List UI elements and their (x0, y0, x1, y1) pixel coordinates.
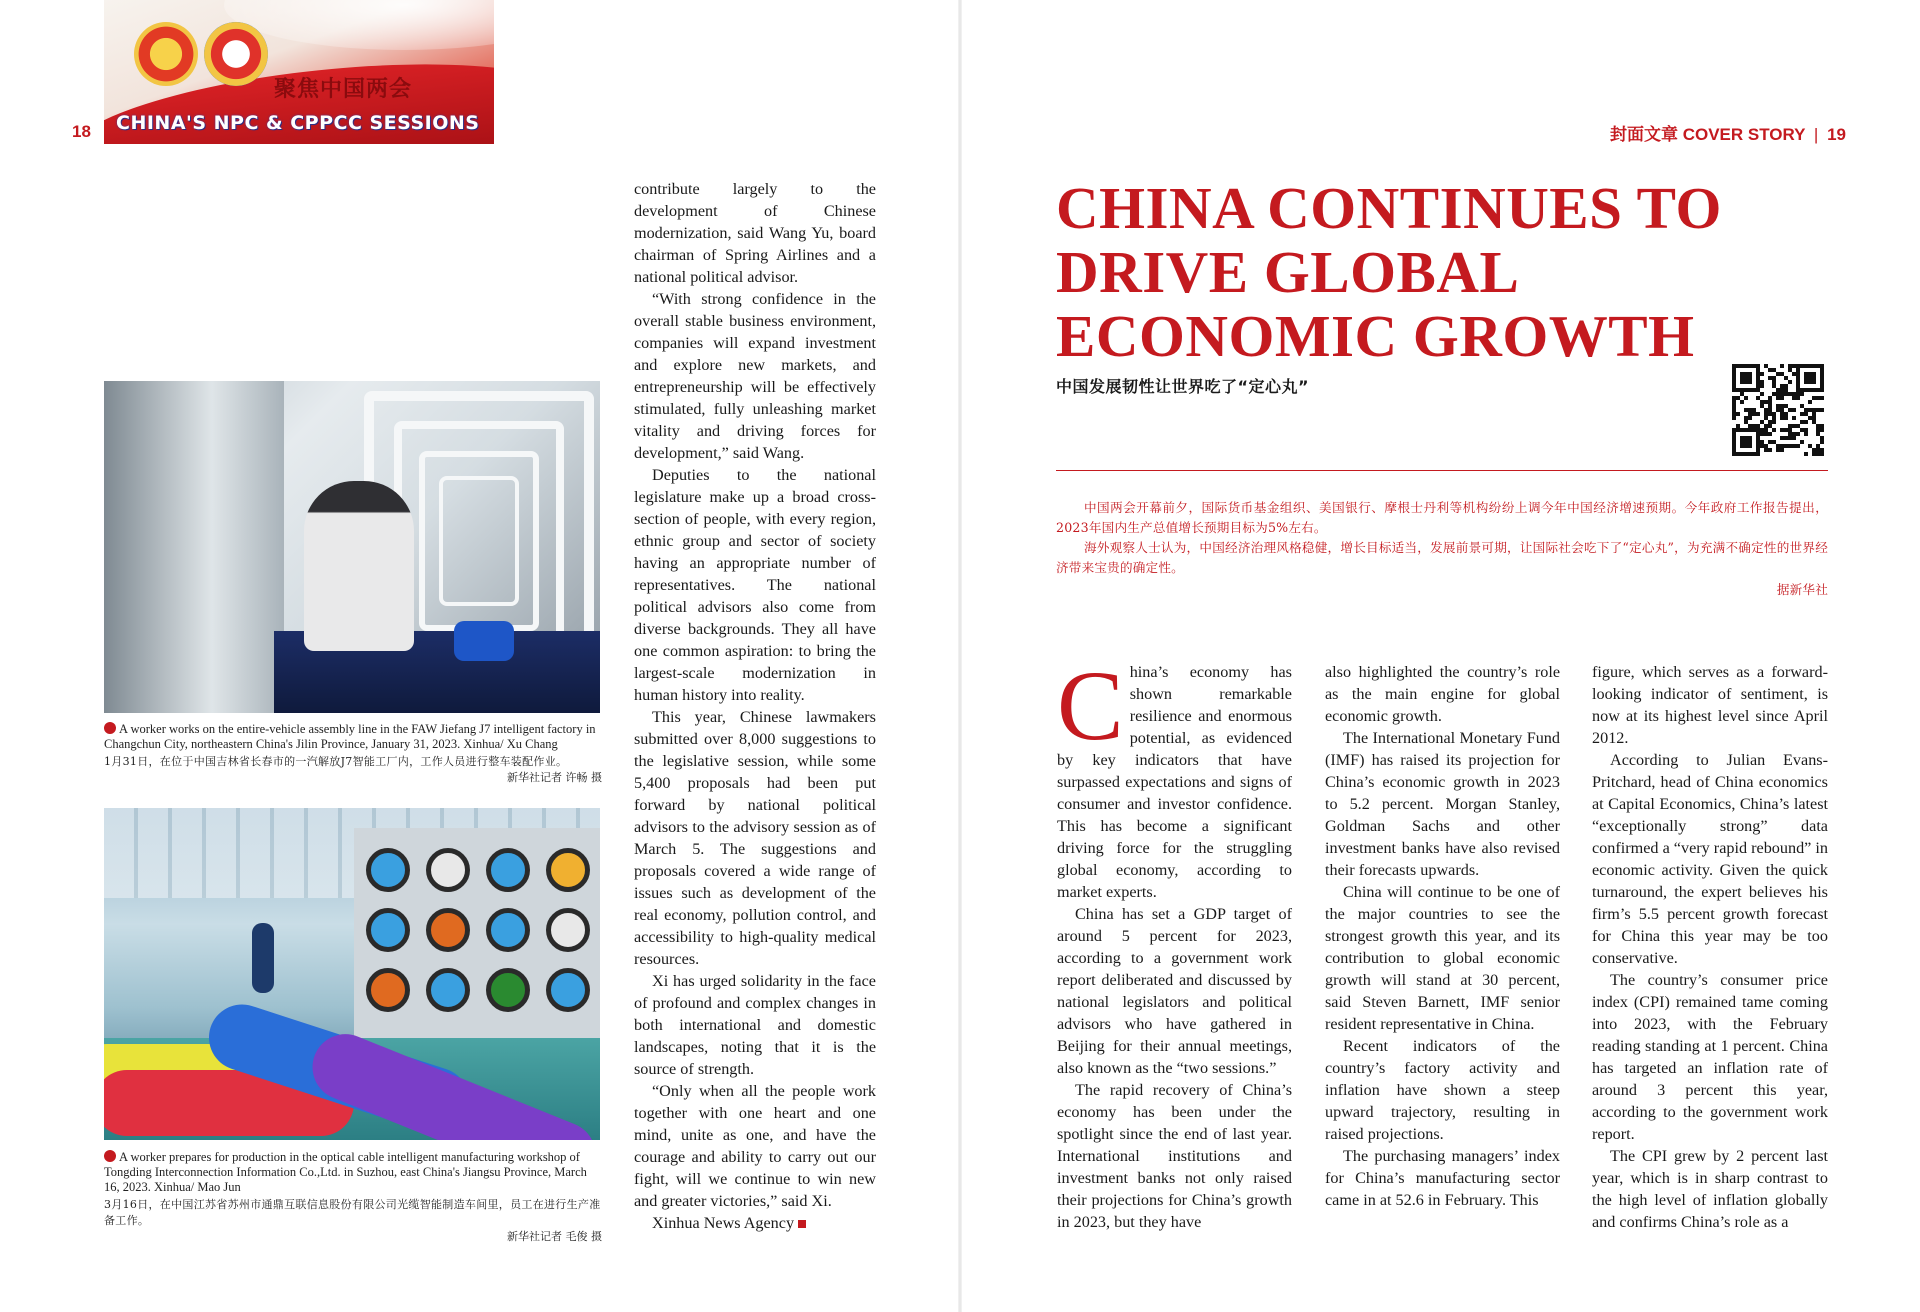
caption-credit: 新华社记者 许畅 摄 (507, 771, 602, 784)
national-emblem-icon (134, 22, 198, 86)
camera-icon (104, 1150, 116, 1162)
operator-figure (252, 923, 274, 993)
caption-cn: 1月31日，在位于中国吉林省长春市的一汽解放J7智能工厂内，工作人员进行整车装配作业。 (104, 755, 568, 768)
page-gutter (958, 0, 962, 1312)
caption-credit: 新华社记者 毛俊 摄 (507, 1230, 602, 1243)
paragraph: According to Julian Evans-Pritchard, head of China economics at Capital Economics, China’s latest “exceptionally strong” data confirmed a “very rapid rebound” in economic activity. Given the quick turnaround, the expert believes his firm’s 5.5 percent growth forecast for China this year may be too conservative. (1592, 751, 1828, 967)
paragraph: The country’s consumer price index (CPI) remained tame coming into 2023, with the February reading standing at 1 percent. China has targeted an inflation rate of around 3 percent this year, according to the government work report. (1592, 971, 1828, 1143)
paragraph: The International Monetary Fund (IMF) has raised its projection for China’s economic growth in 2023 to 5.2 percent. Morgan Stanley, Goldman Sachs and other investment banks have also revised their forecasts upwards. (1325, 729, 1560, 879)
photo-assembly-line (104, 381, 600, 713)
article-headline: CHINA CONTINUES TO DRIVE GLOBAL ECONOMIC GROWTH (1056, 175, 1722, 369)
paragraph: figure, which serves as a forward-looking indicator of sentiment, is now at its highest level since April 2012. (1592, 663, 1828, 747)
photo-optical-cable-workshop (104, 808, 600, 1140)
paragraph: China will continue to be one of the major countries to see the strongest growth this year, and its contribution to global economic growth will stand at 30 percent, said Steven Barnett, IMF senior resident representative in China. (1325, 883, 1560, 1033)
intro-source: 据新华社 (1776, 582, 1828, 597)
caption-en: A worker prepares for production in the optical cable intelligent manufacturing workshop of Tongding Interconnection Information Co.,Ltd. in Suzhou, east China's Jiangsu Province, March 16, 2023. Xinhua/ Mao Jun (104, 1150, 587, 1194)
header-rule (1056, 470, 1828, 471)
section-label-cn: 封面文章 (1609, 125, 1678, 144)
paragraph: Deputies to the national legislature make up a broad cross-section of people, with every region, ethnic group and sector of society having an appropriate number of representatives. The national political advisors also come from diverse backgrounds. They all have one common aspiration: to bring the largest-scale modernization in human history into reality. (634, 466, 876, 704)
camera-icon (104, 722, 116, 734)
paragraph: This year, Chinese lawmakers submitted over 8,000 suggestions to the legislative session, while some 5,400 proposals had been put forward by national political advisors to the advisory session as of March 5. The suggestions and proposals covered a wide range of issues such as development of the real economy, pollution control, and accessibility to high-quality medical resources. (634, 708, 876, 968)
article-column-1 (1057, 650, 1292, 1233)
paragraph: contribute largely to the development of Chinese modernization, said Wang Yu, board chairman of Spring Airlines and a national political advisor. (634, 180, 876, 286)
signoff: Xinhua News Agency (634, 1212, 876, 1234)
article-intro-cn (1056, 498, 1828, 600)
right-page-number: 19 (1827, 125, 1846, 144)
intro-paragraph: 海外观察人士认为，中国经济治理风格稳健，增长目标适当，发展前景可期，让国际社会吃下了“定心丸”，为充满不确定性的世界经济带来宝贵的确定性。 (1056, 540, 1828, 575)
banner-title-cn: 聚焦中国两会 (274, 77, 413, 102)
photo-caption-2 (104, 1150, 602, 1244)
paragraph: “Only when all the people work together with one heart and one mind, unite as one, and have the courage and ability to carry out our fight, will we continue to win new and greater victories,” said Xi. (634, 1082, 876, 1210)
article-column-2 (1325, 661, 1560, 1211)
end-mark-icon (798, 1220, 806, 1228)
cppcc-emblem-icon (204, 22, 268, 86)
paragraph: also highlighted the country’s role as the main engine for global economic growth. (1325, 663, 1560, 725)
caption-en: A worker works on the entire-vehicle assembly line in the FAW Jiefang J7 intelligent factory in Changchun City, northeastern China's Jilin Province, January 31, 2023. Xinhua/ Xu Chang (104, 722, 596, 751)
section-banner (104, 0, 494, 144)
photo-caption-1 (104, 722, 602, 785)
worker-figure (304, 481, 414, 651)
left-page-number: 18 (72, 122, 91, 141)
paragraph: China has set a GDP target of around 5 percent for 2023, according to a government work report deliberated and discussed by national legislators and political advisors who have gathered in Beijing for their annual meetings, also known as the “two sessions.” (1057, 905, 1292, 1077)
left-page-text-column (634, 178, 876, 1234)
paragraph: The purchasing managers’ index for China’s manufacturing sector came in at 52.6 in February. This (1325, 1147, 1560, 1209)
right-page-header (1610, 120, 1846, 145)
qr-code-icon[interactable] (1732, 364, 1824, 456)
drop-cap: C (1057, 650, 1124, 761)
banner-title-en: CHINA'S NPC & CPPCC SESSIONS (116, 112, 480, 134)
header-separator: | (1813, 125, 1819, 144)
paragraph: “With strong confidence in the overall stable business environment, companies will expand investment and explore new markets, and entrepreneurship will be effectively stimulated, fully unleashing market vitality and driving forces for development,” said Wang. (634, 290, 876, 462)
article-subhead-cn: 中国发展韧性让世界吃了“定心丸” (1056, 377, 1310, 396)
section-label-en: COVER STORY (1682, 125, 1806, 144)
article-column-3 (1592, 661, 1828, 1233)
caption-cn: 3月16日，在中国江苏省苏州市通鼎互联信息股份有限公司光缆智能制造车间里，员工在进行生产准备工作。 (104, 1198, 601, 1227)
intro-paragraph: 中国两会开幕前夕，国际货币基金组织、美国银行、摩根士丹利等机构纷纷上调今年中国经济增速预期。今年政府工作报告提出，2023年国内生产总值增长预期目标为5%左右。 (1056, 500, 1828, 535)
paragraph: The rapid recovery of China’s economy has been under the spotlight since the end of last year. International institutions and investment banks not only raised their projections for China’s growth in 2023, but they have (1057, 1081, 1292, 1231)
paragraph: The CPI grew by 2 percent last year, which is in sharp contrast to the high level of inflation globally and confirms China’s role as a (1592, 1147, 1828, 1231)
lead-paragraph: China’s economy has shown remarkable resilience and enormous potential, as evidenced by key indicators that have surpassed expectations and signs of consumer and investor confidence. This has become a significant driving force for the struggling global economy, according to market experts. (1057, 650, 1292, 901)
paragraph: Recent indicators of the country’s factory activity and inflation have shown a steep upward trajectory, resulting in raised projections. (1325, 1037, 1560, 1143)
paragraph: Xi has urged solidarity in the face of profound and complex changes in both international and domestic landscapes, noting that it is the source of strength. (634, 972, 876, 1078)
